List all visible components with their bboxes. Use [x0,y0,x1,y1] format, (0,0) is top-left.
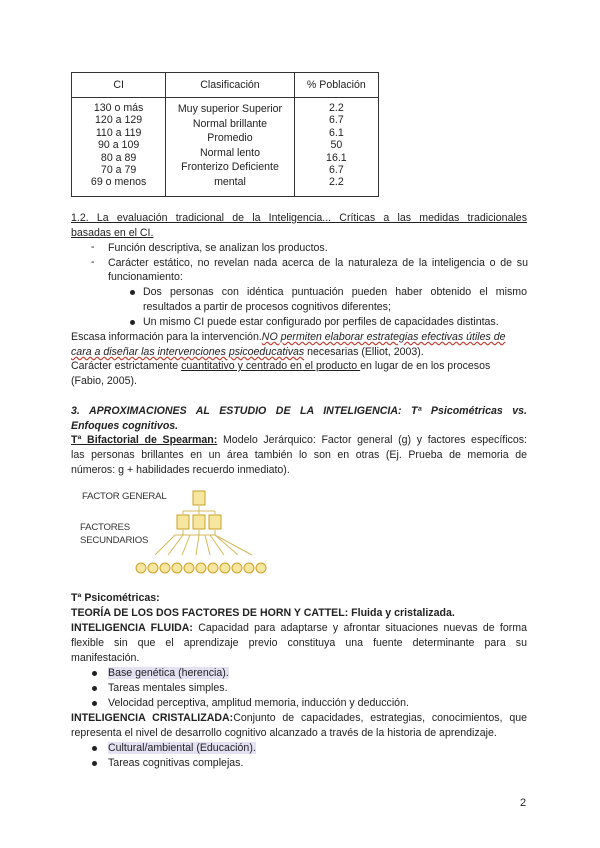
spearman-line1 [71,433,527,448]
ci-value: 110 a 119 [95,126,142,139]
dash-item-estatico-line1: Carácter estático, no revelan nada acerca de la naturaleza de la inteligencia o de su [108,257,528,269]
ci-value: 130 o más [93,102,144,114]
caracter-line2: (Fabio, 2005). [71,375,137,387]
fluida-line3: manifestación. [71,652,140,664]
poblacion-value: 50 [330,139,343,152]
dash-marker: - [91,256,95,268]
section-3-heading-line1: 3. APROXIMACIONES AL ESTUDIO DE LA INTELIGENCIA: Tª Psicométricas vs. [71,405,527,417]
cristalizada-bullet: Tareas cognitivas complejas. [108,757,244,769]
cristalizada-desc: Conjunto de capacidades, estrategias, conocimientos, que [233,712,527,724]
poblacion-value: 6.1 [329,126,344,139]
clasificacion-value: Normal brillante [192,117,268,130]
specific-factor-circle [160,563,170,573]
clasificacion-column-cell [166,98,295,197]
fluida-bullet [108,666,528,681]
escasa-line2-rest: necesarias (Elliot, 2003). [304,346,424,358]
fluida-bullet: Tareas mentales simples. [108,682,228,694]
poblacion-value: 2.2 [329,102,344,114]
poblacion-value: 6.7 [329,114,344,127]
specific-factor-circle [220,563,230,573]
poblacion-value: 16.1 [326,151,347,164]
cristalizada-label: INTELIGENCIA CRISTALIZADA: [71,712,234,724]
ci-classification-table [71,72,379,197]
header-poblacion: % Población [294,73,378,98]
specific-factor-circle [256,563,266,573]
ci-value: 90 a 109 [97,139,140,152]
bullet-dot [92,671,97,676]
cristalizada-bullet [108,741,528,756]
escasa-informacion-line2 [71,345,527,360]
clasificacion-value: mental [214,175,246,188]
ci-value: 80 a 89 [100,151,137,164]
clasificacion-value: Normal lento [199,146,260,159]
fluida-desc: Capacidad para adaptarse y afrontar situaciones nuevas de forma [192,622,527,634]
psicometricas-title: Tª Psicométricas: [71,592,160,604]
bullet-dot [130,290,135,295]
horn-cattel-heading: TEORÍA DE LOS DOS FACTORES DE HORN Y CATTEL: Fluida y cristalizada. [71,607,455,619]
bullet-identica-line2: resultados a partir de procesos cognitivos diferentes; [143,301,391,313]
header-clasificacion: Clasificación [166,73,295,98]
diagram-label-secundarios: SECUNDARIOS [80,535,149,546]
secondary-factor-box [209,515,221,529]
specific-factor-circle [148,563,158,573]
bullet-identica-line1: Dos personas con idéntica puntuación pueden haber obtenido el mismo [143,286,527,298]
dash-item-estatico-line2: funcionamiento: [108,271,183,283]
spearman-title: Tª Bifactorial de Spearman: [71,434,218,446]
poblacion-column-cell [294,98,378,197]
secondary-factor-box [177,515,189,529]
specific-factor-circle [196,563,206,573]
specific-factor-circle [184,563,194,573]
cristalizada-bullet-highlight: Cultural/ambiental (Educación). [108,742,256,754]
specific-factor-circle [208,563,218,573]
dash-marker: - [91,241,95,253]
bullet-mismo-ci: Un mismo CI puede estar configurado por perfiles de capacidades distintas. [143,316,499,328]
clasificacion-value: Promedio [207,132,253,145]
diagram-label-factores: FACTORES [80,522,130,533]
section-3-heading-line2: Enfoques cognitivos. [71,420,179,432]
spearman-line3: números: g + habilidades recuerdo inmediato). [71,464,290,476]
section-1-2-heading-line2: basadas en el CI. [71,227,154,239]
diagram-label-factor-general: FACTOR GENERAL [82,491,167,502]
spearman-desc: Modelo Jerárquico: Factor general (g) y factores específicos: [217,434,527,446]
table-header-row [72,73,379,98]
dash-item-descriptiva: Función descriptiva, se analizan los productos. [108,242,328,254]
bullet-dot [92,761,97,766]
caracter-line1 [71,359,527,374]
specific-factor-circle [136,563,146,573]
fluida-line2: flexible sin que el aprendizaje previo constituya una fuente determinante para su [71,637,527,649]
escasa-informacion-line1 [71,330,527,345]
cristalizada-line1 [71,711,527,726]
spearman-line2: las personas brillantes en un área también lo son en otras (Ej. Prueba de memoria de [71,449,527,461]
fluida-label: INTELIGENCIA FLUIDA: [71,622,193,634]
header-ci: CI [72,73,166,98]
table-row [72,98,379,197]
bullet-dot [92,746,97,751]
specific-factor-circle [172,563,182,573]
clasificacion-value: Muy superior Superior [177,103,283,115]
specific-factor-circle [244,563,254,573]
bullet-dot [92,701,97,706]
poblacion-value: 6.7 [329,164,344,177]
caracter-rest: en lugar de en los procesos [360,360,491,372]
clasificacion-value: Fronterizo Deficiente [181,161,279,174]
ci-column-cell [72,98,166,197]
general-factor-box [193,491,205,505]
escasa-prefix: Escasa información para la intervención. [71,331,262,343]
fluida-bullet: Velocidad perceptiva, amplitud memoria, inducción y deducción. [108,697,409,709]
escasa-line2-emphasis: cara a diseñar las intervenciones psicoeducativas [71,346,305,358]
ci-value: 120 a 129 [95,114,143,127]
secondary-factor-box [193,515,205,529]
escasa-emphasis: NO permiten elaborar estrategias efectivas útiles de [261,331,506,343]
bullet-dot [92,686,97,691]
ci-value: 69 o menos [90,176,147,189]
caracter-prefix: Carácter estrictamente [71,360,182,372]
fluida-line1 [71,621,527,636]
page-number: 2 [520,797,527,809]
cristalizada-line2: representa el nivel de desarrollo cognitivo alcanzado a través de la historia de aprendizaje. [71,727,497,739]
poblacion-value: 2.2 [329,176,344,189]
caracter-underlined: cuantitativo y centrado en el producto [181,360,361,372]
bullet-dot [130,320,135,325]
specific-factor-circle [232,563,242,573]
ci-value: 70 a 79 [100,164,137,177]
section-1-2-heading-line1: 1.2. La evaluación tradicional de la Inteligencia... Críticas a las medidas tradicionales [71,212,527,224]
hierarchy-diagram [130,485,280,580]
fluida-bullet-highlight: Base genética (herencia). [108,667,229,679]
